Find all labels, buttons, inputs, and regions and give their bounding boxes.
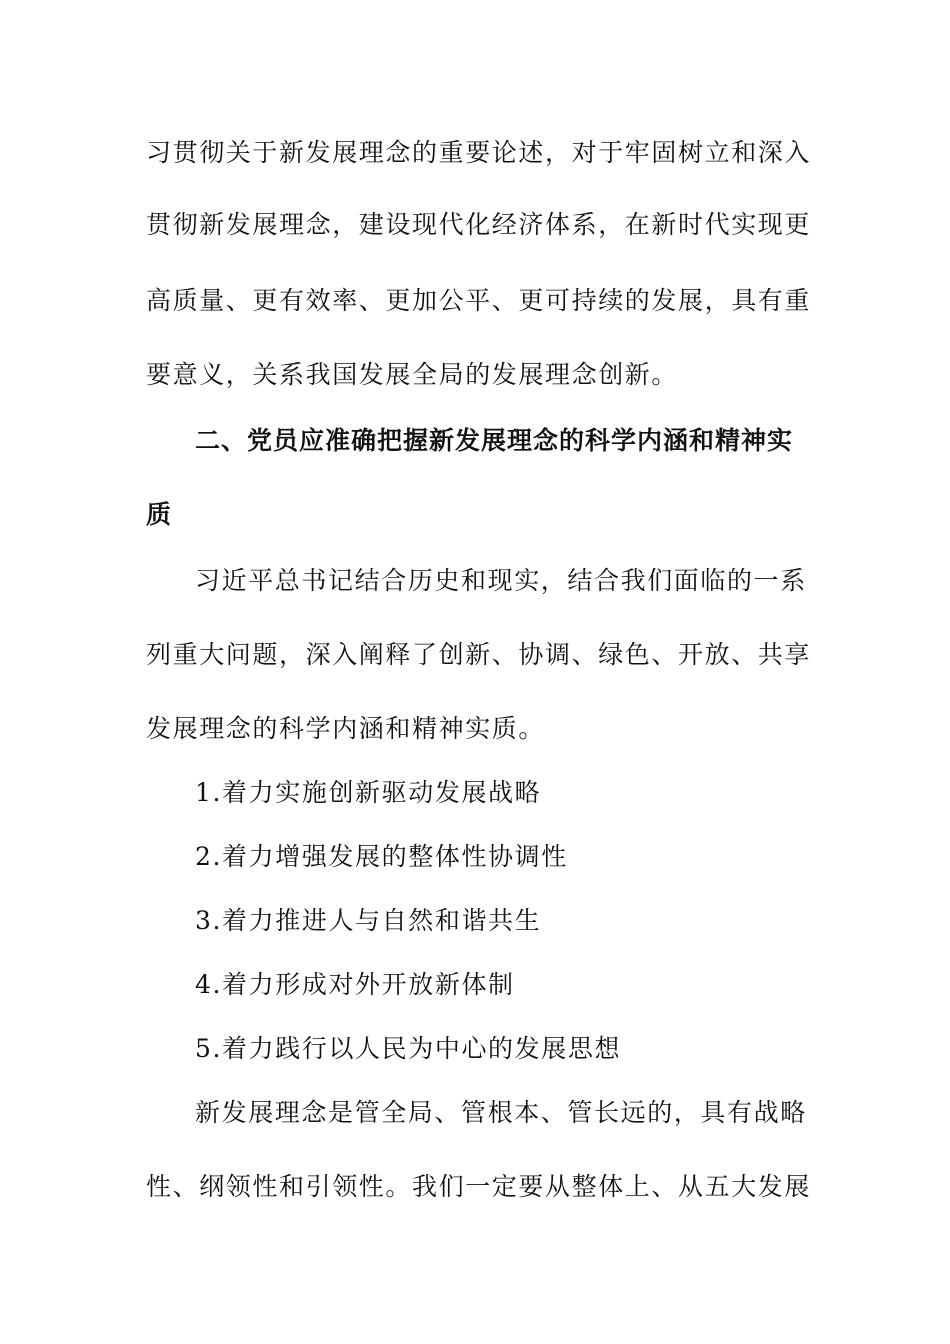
paragraph-line: 列重大问题，深入阐释了创新、协调、绿色、开放、共享 (146, 640, 812, 669)
list-item: 1.着力实施创新驱动发展战略 (195, 778, 542, 807)
paragraph-line: 习贯彻关于新发展理念的重要论述，对于牢固树立和深入 (146, 138, 812, 167)
paragraph-line: 发展理念的科学内涵和精神实质。 (146, 714, 546, 743)
section-heading-continuation: 质 (146, 500, 173, 529)
list-item: 5.着力践行以人民为中心的发展思想 (195, 1034, 622, 1063)
section-heading: 二、党员应准确把握新发展理念的科学内涵和精神实 (195, 426, 794, 455)
paragraph-line: 高质量、更有效率、更加公平、更可持续的发展，具有重 (146, 286, 812, 315)
paragraph-line: 习近平总书记结合历史和现实，结合我们面临的一系 (195, 566, 807, 595)
list-item: 4.着力形成对外开放新体制 (195, 970, 515, 999)
paragraph-line: 贯彻新发展理念，建设现代化经济体系，在新时代实现更 (146, 210, 812, 239)
paragraph-line: 要意义，关系我国发展全局的发展理念创新。 (146, 360, 679, 389)
paragraph-line: 新发展理念是管全局、管根本、管长远的，具有战略 (195, 1098, 807, 1127)
list-item: 2.着力增强发展的整体性协调性 (195, 842, 568, 871)
paragraph-line: 性、纲领性和引领性。我们一定要从整体上、从五大发展 (146, 1172, 812, 1201)
list-item: 3.着力推进人与自然和谐共生 (195, 906, 542, 935)
